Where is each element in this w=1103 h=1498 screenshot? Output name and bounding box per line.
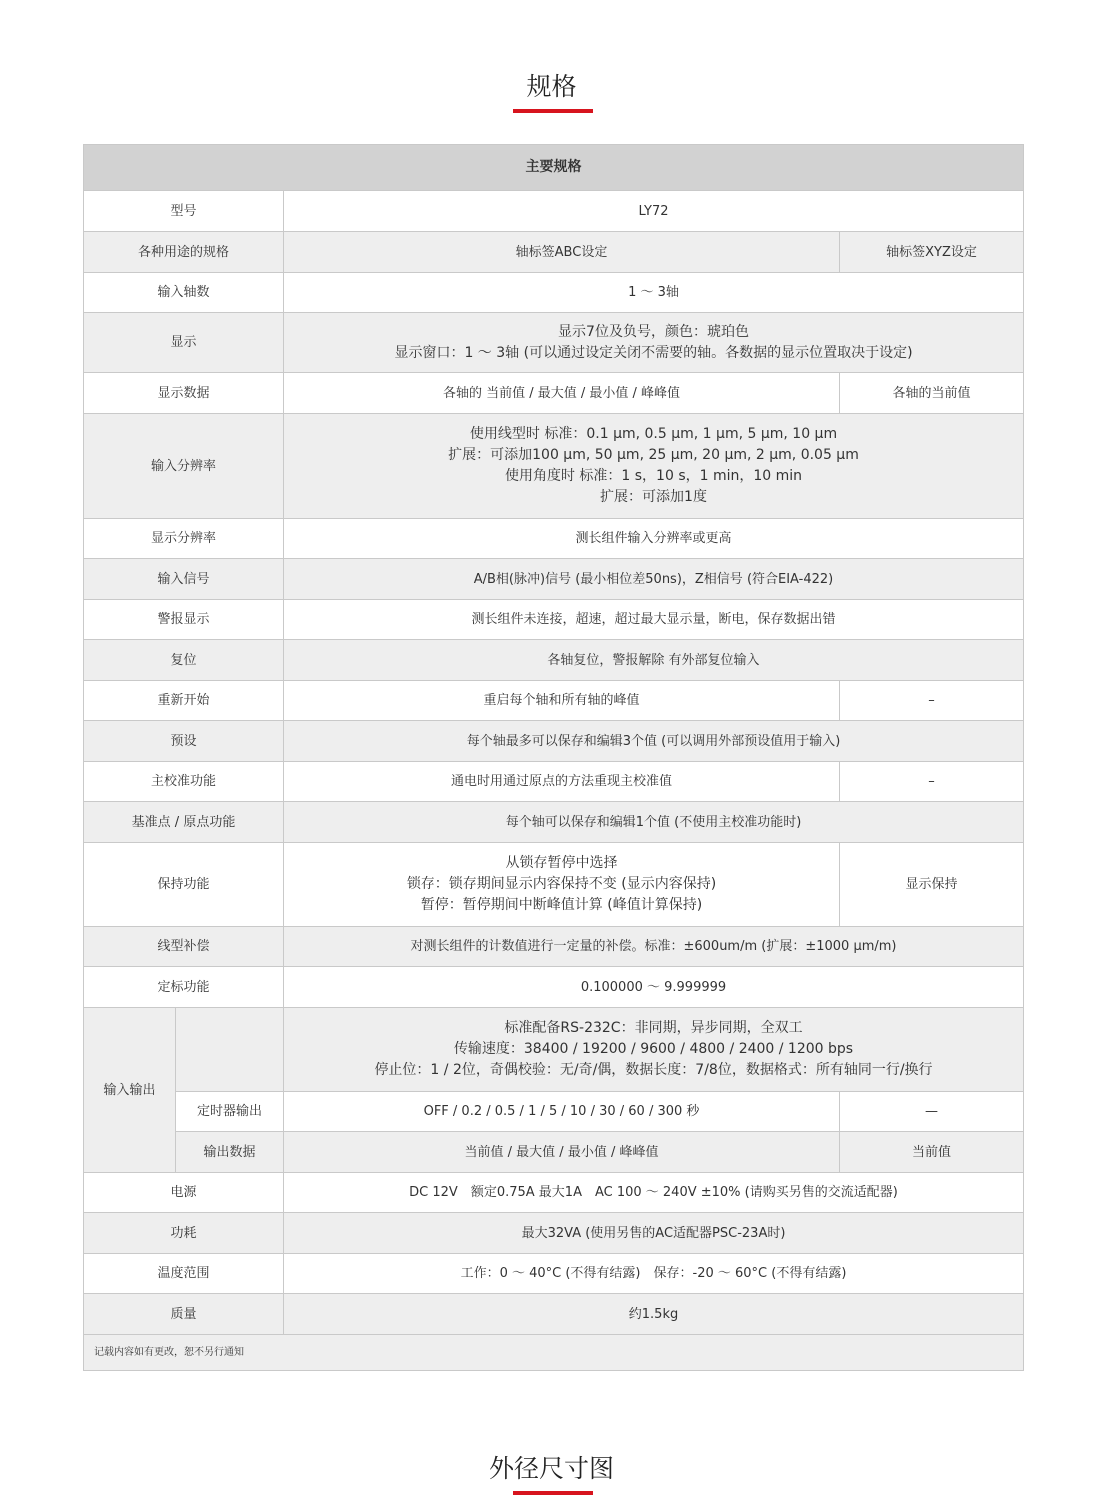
row-value: 最大32VA (使用另售的AC适配器PSC-23A时) bbox=[284, 1213, 1024, 1254]
title-underline bbox=[513, 109, 593, 113]
table-row bbox=[84, 519, 1024, 559]
value-line: 使用角度时 标准：1 s，10 s，1 min，10 min bbox=[504, 468, 803, 484]
row-value-xyz: 显示保持 bbox=[840, 843, 1024, 927]
row-value: 对测长组件的计数值进行一定量的补偿。标准：±600um/m (扩展：±1000 µm/m) bbox=[284, 927, 1024, 967]
row-value: 工作：0 ～ 40°C (不得有结露) 保存：-20 ～ 60°C (不得有结露) bbox=[284, 1254, 1024, 1294]
row-label: 基准点 / 原点功能 bbox=[84, 802, 284, 843]
row-value-abc: 当前值 / 最大值 / 最小值 / 峰峰值 bbox=[284, 1132, 840, 1173]
abc-column-header: 轴标签ABC设定 bbox=[284, 232, 840, 273]
row-value-xyz: – bbox=[840, 762, 1024, 802]
row-label: 预设 bbox=[84, 721, 284, 762]
row-label: 显示 bbox=[84, 313, 284, 373]
row-label: 复位 bbox=[84, 640, 284, 681]
row-label: 功耗 bbox=[84, 1213, 284, 1254]
table-row bbox=[84, 600, 1024, 640]
row-value-abc bbox=[284, 843, 840, 927]
row-value bbox=[284, 313, 1024, 373]
table-row bbox=[84, 273, 1024, 313]
value-line: 使用线型时 标准：0.1 µm, 0.5 µm, 1 µm, 5 µm, 10 µm bbox=[469, 426, 838, 442]
row-value: 1 ～ 3轴 bbox=[284, 273, 1024, 313]
section-title-specs: 规格 bbox=[526, 72, 577, 101]
row-label: 电源 bbox=[84, 1173, 284, 1213]
table-row bbox=[84, 721, 1024, 762]
row-value: 0.100000 ～ 9.999999 bbox=[284, 967, 1024, 1008]
row-label: 质量 bbox=[84, 1294, 284, 1335]
xyz-column-header: 轴标签XYZ设定 bbox=[840, 232, 1024, 273]
table-row bbox=[84, 762, 1024, 802]
table-row bbox=[84, 927, 1024, 967]
row-label: 重新开始 bbox=[84, 681, 284, 721]
table-row bbox=[84, 232, 1024, 273]
table-row bbox=[84, 414, 1024, 519]
row-value: 每个轴可以保存和编辑1个值 (不使用主校准功能时) bbox=[284, 802, 1024, 843]
row-value: DC 12V 额定0.75A 最大1A AC 100 ～ 240V ±10% (请购买另售的交流适配器) bbox=[284, 1173, 1024, 1213]
table-row bbox=[84, 1213, 1024, 1254]
row-label: 输出数据 bbox=[176, 1132, 284, 1173]
title-underline bbox=[513, 1491, 593, 1495]
row-label: 输入轴数 bbox=[84, 273, 284, 313]
value-line: 锁存：锁存期间显示内容保持不变 (显示内容保持) bbox=[406, 876, 717, 892]
row-value: 各轴复位，警报解除 有外部复位输入 bbox=[284, 640, 1024, 681]
value-line: 停止位：1 / 2位，奇偶校验：无/奇/偶，数据长度：7/8位，数据格式：所有轴同一行/换行 bbox=[374, 1062, 933, 1078]
table-row bbox=[84, 1092, 1024, 1132]
row-label: 显示分辨率 bbox=[84, 519, 284, 559]
table-row bbox=[84, 559, 1024, 600]
row-value-xyz: 各轴的当前值 bbox=[840, 373, 1024, 414]
table-row bbox=[84, 802, 1024, 843]
section-title-dimensions: 外径尺寸图 bbox=[488, 1454, 614, 1483]
table-row bbox=[84, 1173, 1024, 1213]
row-label: 输入分辨率 bbox=[84, 414, 284, 519]
table-row bbox=[84, 191, 1024, 232]
row-label: 各种用途的规格 bbox=[84, 232, 284, 273]
row-value: LY72 bbox=[284, 191, 1024, 232]
table-row bbox=[84, 1335, 1024, 1371]
io-sub-label-empty bbox=[176, 1008, 284, 1092]
table-row bbox=[84, 967, 1024, 1008]
io-label: 输入输出 bbox=[84, 1008, 176, 1173]
row-label: 型号 bbox=[84, 191, 284, 232]
table-row bbox=[84, 681, 1024, 721]
table-row bbox=[84, 313, 1024, 373]
row-value: A/B相(脉冲)信号 (最小相位差50ns)，Z相信号 (符合EIA-422) bbox=[284, 559, 1024, 600]
table-header: 主要规格 bbox=[84, 145, 1024, 191]
value-line: 扩展：可添加1度 bbox=[600, 489, 707, 505]
row-value-xyz: — bbox=[840, 1092, 1024, 1132]
footnote: 记载内容如有更改，恕不另行通知 bbox=[84, 1335, 1024, 1371]
row-label: 输入信号 bbox=[84, 559, 284, 600]
value-line: 标准配备RS-232C：非同期，异步同期，全双工 bbox=[504, 1020, 803, 1036]
row-label: 温度范围 bbox=[84, 1254, 284, 1294]
value-line: 显示窗口：1 ～ 3轴 (可以通过设定关闭不需要的轴。各数据的显示位置取决于设定) bbox=[394, 344, 913, 361]
table-row bbox=[84, 1294, 1024, 1335]
row-value: 约1.5kg bbox=[284, 1294, 1024, 1335]
row-value-xyz: – bbox=[840, 681, 1024, 721]
row-label: 显示数据 bbox=[84, 373, 284, 414]
value-line: 传输速度：38400 / 19200 / 9600 / 4800 / 2400 / 1200 bps bbox=[453, 1041, 854, 1057]
value-line: 从锁存暂停中选择 bbox=[505, 855, 618, 871]
row-value-abc: 重启每个轴和所有轴的峰值 bbox=[284, 681, 840, 721]
row-label: 定时器输出 bbox=[176, 1092, 284, 1132]
table-row bbox=[84, 373, 1024, 414]
row-value-xyz: 当前值 bbox=[840, 1132, 1024, 1173]
row-value bbox=[284, 414, 1024, 519]
table-row bbox=[84, 843, 1024, 927]
table-row bbox=[84, 1132, 1024, 1173]
table-row bbox=[84, 1008, 1024, 1092]
row-value-abc: 通电时用通过原点的方法重现主校准值 bbox=[284, 762, 840, 802]
row-label: 警报显示 bbox=[84, 600, 284, 640]
row-label: 定标功能 bbox=[84, 967, 284, 1008]
row-value-abc: OFF / 0.2 / 0.5 / 1 / 5 / 10 / 30 / 60 / 300 秒 bbox=[284, 1092, 840, 1132]
value-line: 扩展：可添加100 µm, 50 µm, 25 µm, 20 µm, 2 µm, 0.05 µm bbox=[448, 447, 859, 463]
row-value-abc: 各轴的 当前值 / 最大值 / 最小值 / 峰峰值 bbox=[284, 373, 840, 414]
row-label: 线型补偿 bbox=[84, 927, 284, 967]
row-value bbox=[284, 1008, 1024, 1092]
row-value: 每个轴最多可以保存和编辑3个值 (可以调用外部预设值用于输入) bbox=[284, 721, 1024, 762]
row-value: 测长组件输入分辨率或更高 bbox=[284, 519, 1024, 559]
table-row bbox=[84, 640, 1024, 681]
table-row bbox=[84, 1254, 1024, 1294]
value-line: 显示7位及负号，颜色：琥珀色 bbox=[558, 323, 749, 340]
value-line: 暂停：暂停期间中断峰值计算 (峰值计算保持) bbox=[420, 897, 703, 913]
row-label: 主校准功能 bbox=[84, 762, 284, 802]
row-value: 测长组件未连接，超速，超过最大显示量，断电，保存数据出错 bbox=[284, 600, 1024, 640]
row-label: 保持功能 bbox=[84, 843, 284, 927]
spec-table bbox=[83, 144, 1024, 1371]
